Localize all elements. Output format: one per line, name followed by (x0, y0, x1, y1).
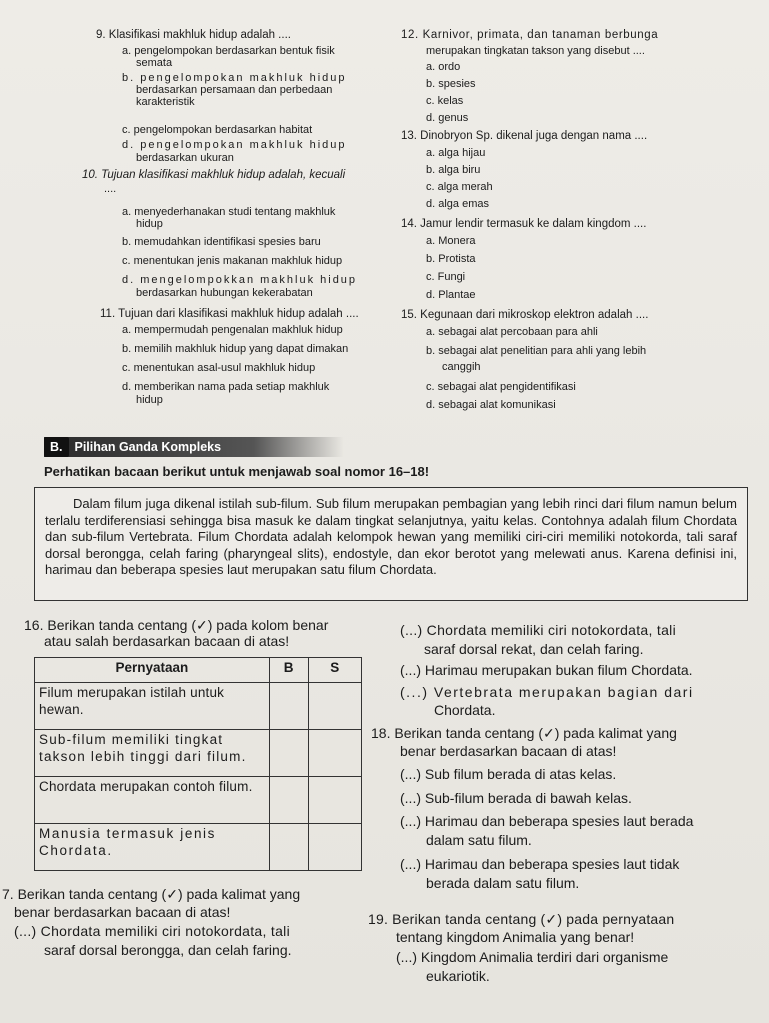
table-row (35, 730, 362, 777)
check-cell-benar[interactable] (269, 824, 308, 871)
statement-cell: Sub-filum memiliki tingkat takson lebih tinggi dari filum. (35, 730, 270, 777)
section-b-banner (44, 437, 344, 457)
q12-question-cont: merupakan tingkatan takson yang disebut .... (426, 45, 645, 57)
statement-cell: Filum merupakan istilah untuk hewan. (35, 683, 270, 730)
passage-text: Dalam filum juga dikenal istilah sub-filum. Sub filum merupakan pembagian yang lebih rinci dari filum namun belum terlalu terdiferensiasi sehingga bisa masuk ke dalam tingkat selanjutnya, yaitu kelas. Contohnya adalah filum Chordata dan sub-filum Vertebrata. Filum Chordata adalah kelompok hewan yang memiliki ciri-ciri memiliki notokorda, tali saraf dorsal berongga, celah faring (pharyngeal slits), endostyle, dan ekor berotot yang melewati anus. Karena definisi ini, harimau dan beberapa spesies laut merupakan satu filum Chordata. (45, 496, 737, 577)
q14-question: 14. Jamur lendir termasuk ke dalam kingdom .... (401, 218, 647, 230)
q18-option-4: (...) Harimau dan beberapa spesies laut tidak (400, 856, 680, 872)
check-cell-benar[interactable] (269, 683, 308, 730)
q16-table (34, 657, 362, 871)
q11-option-d-cont: hidup (136, 394, 163, 406)
table-row (35, 683, 362, 730)
header-benar: B (269, 658, 308, 683)
q17-option-3-cont: Chordata. (434, 702, 496, 718)
q19-option-1-cont: eukariotik. (426, 968, 490, 984)
q10-option-d-cont: berdasarkan hubungan kekerabatan (136, 287, 313, 299)
check-cell-benar[interactable] (269, 730, 308, 777)
check-cell-salah[interactable] (308, 730, 361, 777)
q16-table-header (35, 658, 362, 683)
q16-question-cont: atau salah berdasarkan bacaan di atas! (44, 633, 290, 649)
check-cell-salah[interactable] (308, 683, 361, 730)
q13-option-b: b. alga biru (426, 164, 481, 176)
q15-option-b-cont: canggih (442, 361, 481, 373)
q17-question-cont: benar berdasarkan bacaan di atas! (14, 904, 231, 920)
section-title: Pilihan Ganda Kompleks (74, 440, 222, 454)
q17-option-2: (...) Harimau merupakan bukan filum Chordata. (400, 662, 693, 678)
section-instruction: Perhatikan bacaan berikut untuk menjawab soal nomor 16–18! (44, 464, 430, 479)
q12-option-c: c. kelas (426, 95, 464, 107)
q16-question: 16. Berikan tanda centang (✓) pada kolom benar (24, 617, 329, 633)
q10-option-a: a. menyederhanakan studi tentang makhluk (122, 206, 336, 218)
q18-question: 18. Berikan tanda centang (✓) pada kalimat yang (371, 725, 677, 741)
q19-question-cont: tentang kingdom Animalia yang benar! (396, 929, 635, 945)
q15-option-d: d. sebagai alat komunikasi (426, 399, 556, 411)
q14-option-d: d. Plantae (426, 289, 476, 301)
table-row (35, 777, 362, 824)
q9-option-b: b. pengelompokan makhluk hidup (122, 72, 347, 84)
q18-question-cont: benar berdasarkan bacaan di atas! (400, 743, 617, 759)
q10-dots: .... (104, 183, 117, 195)
q10-question: 10. Tujuan klasifikasi makhluk hidup adalah, kecuali (82, 169, 346, 181)
q12-option-b: b. spesies (426, 78, 476, 90)
table-row (35, 824, 362, 871)
reading-passage (34, 487, 748, 601)
q9-option-b-cont2: karakteristik (136, 96, 195, 108)
q9-question: 9. Klasifikasi makhluk hidup adalah .... (96, 29, 291, 41)
q11-option-d: d. memberikan nama pada setiap makhluk (122, 381, 330, 393)
q11-option-a: a. mempermudah pengenalan makhluk hidup (122, 324, 343, 336)
header-pernyataan: Pernyataan (35, 658, 270, 683)
q11-option-c: c. menentukan asal-usul makhluk hidup (122, 362, 316, 374)
q9-option-d: d. pengelompokan makhluk hidup (122, 139, 347, 151)
q13-option-a: a. alga hijau (426, 147, 486, 159)
q15-option-b: b. sebagai alat penelitian para ahli yang lebih (426, 345, 647, 357)
q9-option-b-cont: berdasarkan persamaan dan perbedaan (136, 84, 333, 96)
q13-option-c: c. alga merah (426, 181, 493, 193)
q10-option-a-cont: hidup (136, 218, 163, 230)
q14-option-c: c. Fungi (426, 271, 466, 283)
check-cell-benar[interactable] (269, 777, 308, 824)
q10-option-b: b. memudahkan identifikasi spesies baru (122, 236, 321, 248)
q13-question: 13. Dinobryon Sp. dikenal juga dengan nama .... (401, 130, 648, 142)
q18-option-2: (...) Sub-filum berada di bawah kelas. (400, 790, 632, 806)
statement-cell: Manusia termasuk jenis Chordata. (35, 824, 270, 871)
q18-option-3-cont: dalam satu filum. (426, 832, 532, 848)
q12-question: 12. Karnivor, primata, dan tanaman berbunga (401, 29, 659, 41)
q17-question: 7. Berikan tanda centang (✓) pada kalimat yang (2, 886, 301, 902)
q10-option-c: c. menentukan jenis makanan makhluk hidup (122, 255, 343, 267)
q15-option-a: a. sebagai alat percobaan para ahli (426, 326, 598, 338)
q18-option-3: (...) Harimau dan beberapa spesies laut berada (400, 813, 694, 829)
q17-option-1-cont: saraf dorsal berongga, dan celah faring. (44, 942, 292, 958)
q12-option-d: d. genus (426, 112, 469, 124)
q10-option-d: d. mengelompokkan makhluk hidup (122, 274, 358, 286)
q17-option-1-right-cont: saraf dorsal rekat, dan celah faring. (424, 641, 644, 657)
q9-option-a-cont: semata (136, 57, 173, 69)
q15-question: 15. Kegunaan dari mikroskop elektron adalah .... (401, 309, 649, 321)
q13-option-d: d. alga emas (426, 198, 489, 210)
section-letter: B. (44, 437, 69, 457)
q17-option-3: (...) Vertebrata merupakan bagian dari (400, 684, 694, 700)
q18-option-4-cont: berada dalam satu filum. (426, 875, 580, 891)
q12-option-a: a. ordo (426, 61, 461, 73)
q19-option-1: (...) Kingdom Animalia terdiri dari organisme (396, 949, 669, 965)
check-cell-salah[interactable] (308, 777, 361, 824)
q14-option-b: b. Protista (426, 253, 476, 265)
q17-option-1-right: (...) Chordata memiliki ciri notokordata, tali (400, 622, 676, 638)
q11-question: 11. Tujuan dari klasifikasi makhluk hidup adalah .... (100, 308, 359, 320)
q11-option-b: b. memilih makhluk hidup yang dapat dimakan (122, 343, 349, 355)
q9-option-c: c. pengelompokan berdasarkan habitat (122, 124, 313, 136)
q18-option-1: (...) Sub filum berada di atas kelas. (400, 766, 617, 782)
q9-option-a: a. pengelompokan berdasarkan bentuk fisik (122, 45, 335, 57)
header-salah: S (308, 658, 361, 683)
statement-cell: Chordata merupakan contoh filum. (35, 777, 270, 824)
q19-question: 19. Berikan tanda centang (✓) pada pernyataan (368, 911, 675, 927)
q17-option-1: (...) Chordata memiliki ciri notokordata, tali (14, 923, 290, 939)
q15-option-c: c. sebagai alat pengidentifikasi (426, 381, 576, 393)
q14-option-a: a. Monera (426, 235, 476, 247)
q9-option-d-cont: berdasarkan ukuran (136, 152, 234, 164)
check-cell-salah[interactable] (308, 824, 361, 871)
